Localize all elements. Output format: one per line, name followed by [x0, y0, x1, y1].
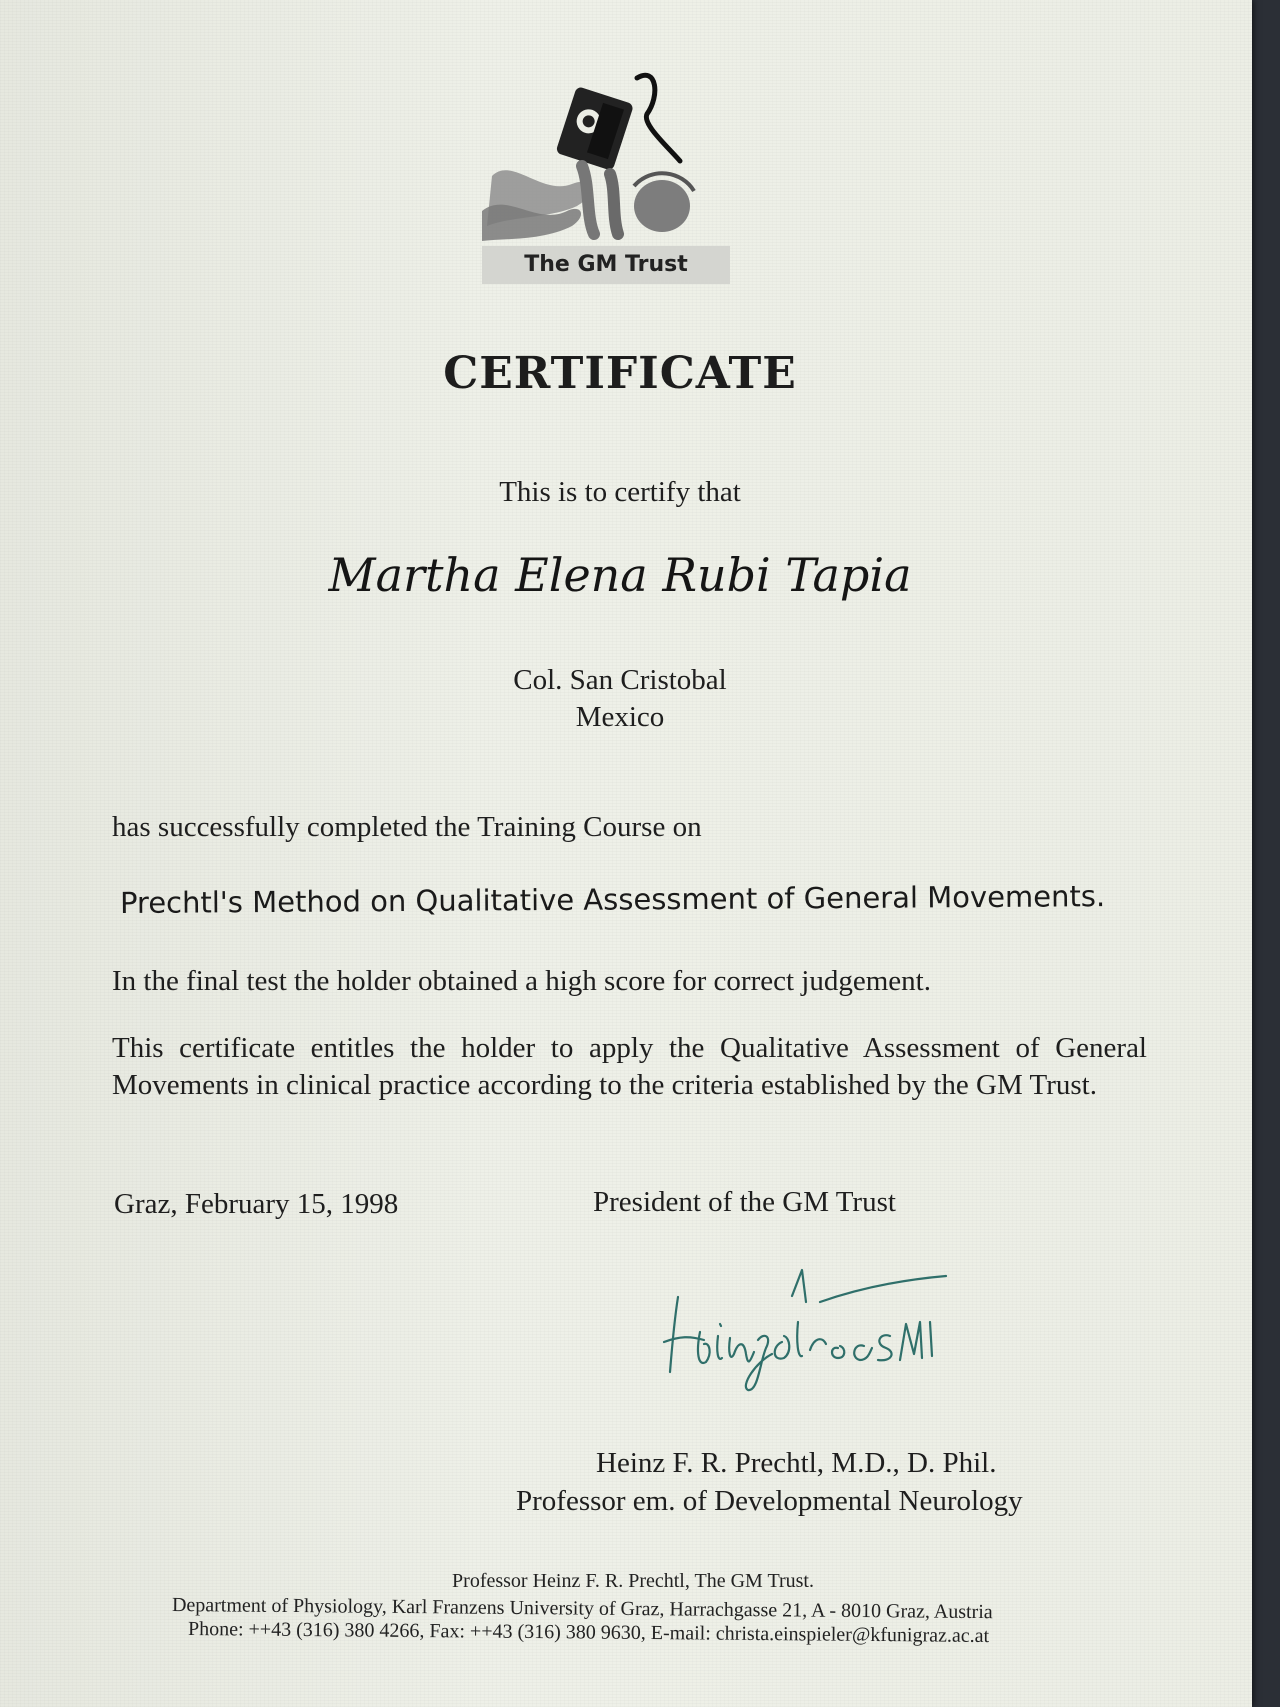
completed-line: has successfully completed the Training Course on: [112, 811, 702, 843]
recipient-location-line1: Col. San Cristobal: [513, 664, 727, 696]
footer-line3: Phone: ++43 (316) 380 4266, Fax: ++43 (316) 380 9630, E-mail: christa.einspieler@kfunigraz.ac.at: [187, 1618, 990, 1647]
recipient-location-line2: Mexico: [575, 701, 665, 733]
handwritten-signature: [660, 1262, 950, 1407]
footer-line1: Professor Heinz F. R. Prechtl, The GM Trust.: [452, 1570, 814, 1592]
final-test-line: In the final test the holder obtained a high score for correct judgement.: [112, 965, 931, 997]
logo-label: The GM Trust: [524, 252, 688, 277]
entitles-paragraph: This certificate entitles the holder to apply the Qualitative Assessment of General Movements in clinical practice according to the criteria established by the GM Trust.: [112, 1032, 1147, 1101]
certificate-title: CERTIFICATE: [443, 348, 797, 399]
certify-line: This is to certify that: [499, 476, 741, 508]
issue-date: Graz, February 15, 1998: [114, 1188, 399, 1220]
recipient-name: Martha Elena Rubi Tapia: [328, 548, 912, 602]
footer-line2: Department of Physiology, Karl Franzens University of Graz, Harrachgasse 21, A - 8010 Graz, Austria: [171, 1594, 993, 1624]
gm-trust-logo: [482, 66, 732, 286]
signatory-name: Heinz F. R. Prechtl, M.D., D. Phil.: [596, 1447, 997, 1479]
signatory-role: Professor em. of Developmental Neurology: [516, 1485, 1023, 1517]
course-name: Prechtl's Method on Qualitative Assessment of General Movements.: [119, 879, 1106, 920]
gm-trust-emblem-icon: [482, 66, 732, 246]
president-label: President of the GM Trust: [593, 1186, 896, 1218]
